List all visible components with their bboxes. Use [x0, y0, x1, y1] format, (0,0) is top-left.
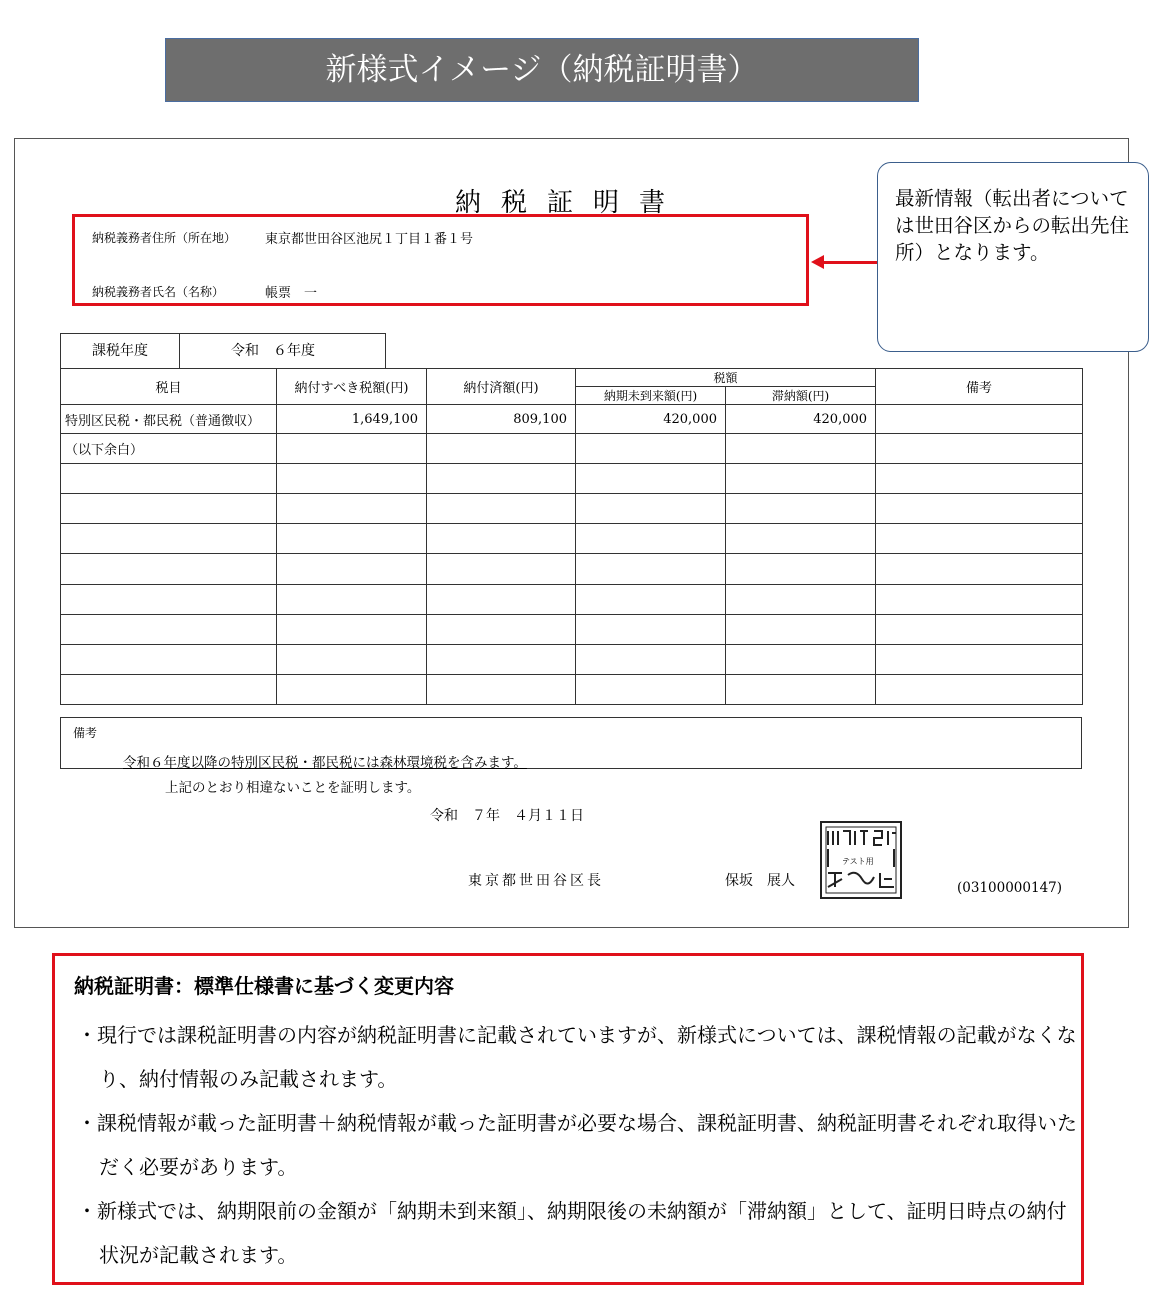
row-delinquent — [726, 434, 876, 464]
mayor-title: 東京都世田谷区長 — [468, 873, 604, 889]
document-title: 納税証明書 — [455, 188, 686, 218]
signer-name: 保坂 展人 — [725, 873, 795, 889]
official-seal — [820, 821, 902, 899]
tax-year-box — [60, 333, 386, 369]
tax-year-label: 課税年度 — [61, 334, 180, 368]
header-not-due: 納期未到来額(円) — [576, 387, 726, 405]
document-number: (03100000147) — [957, 880, 1063, 896]
table-row-empty — [61, 644, 1083, 674]
name-value: 帳票 一 — [265, 286, 318, 301]
table-row — [61, 405, 1083, 434]
table-row-empty — [61, 614, 1083, 644]
row-remarks — [876, 434, 1083, 464]
table-row-empty — [61, 674, 1083, 704]
page-banner: 新様式イメージ（納税証明書） — [165, 38, 919, 102]
row-payable: 1,649,100 — [277, 405, 427, 434]
name-label: 納税義務者氏名（名称） — [92, 285, 225, 299]
row-item: （以下余白） — [61, 434, 277, 464]
header-paid: 納付済額(円) — [427, 369, 576, 405]
header-item: 税目 — [61, 369, 277, 405]
table-row-empty — [61, 554, 1083, 584]
address-label: 納税義務者住所（所在地） — [92, 231, 237, 245]
remarks-text: 令和６年度以降の特別区民税・都民税には森林環境税を含みます。 — [123, 755, 527, 771]
issue-date: 令和 ７年 ４月１１日 — [430, 808, 584, 824]
row-paid — [427, 434, 576, 464]
remarks-box — [60, 717, 1082, 769]
header-remarks: 備考 — [876, 369, 1083, 405]
table-row-empty — [61, 524, 1083, 554]
summary-item: ・課税情報が載った証明書＋納税情報が載った証明書が必要な場合、課税証明書、納税証明書それぞれ取得いただく必要があります。 — [77, 1111, 1077, 1179]
summary-item: ・新様式では、納期限前の金額が「納期未到来額」、納期限後の未納額が「滞納額」として、証明日時点の納付状況が記載されます。 — [77, 1199, 1067, 1267]
row-not-due: 420,000 — [576, 405, 726, 434]
tax-year-value: 令和 ６年度 — [231, 343, 315, 359]
header-delinquent: 滞納額(円) — [726, 387, 876, 405]
seal-label: テスト用 — [842, 857, 874, 866]
header-tax-amount: 税額 — [576, 369, 876, 387]
summary-list — [77, 1013, 1077, 1277]
tax-table — [60, 368, 1083, 705]
callout-note: 最新情報（転出者については世田谷区からの転出先住所）となります。 — [877, 162, 1149, 352]
row-remarks — [876, 405, 1083, 434]
table-row-empty — [61, 584, 1083, 614]
row-item: 特別区民税・都民税（普通徴収） — [61, 405, 277, 434]
row-not-due — [576, 434, 726, 464]
arrow-left-icon — [811, 255, 824, 269]
certify-statement: 上記のとおり相違ないことを証明します。 — [165, 780, 421, 796]
row-paid: 809,100 — [427, 405, 576, 434]
table-row-empty — [61, 464, 1083, 494]
remarks-label: 備考 — [73, 726, 98, 740]
row-payable — [277, 434, 427, 464]
header-payable: 納付すべき税額(円) — [277, 369, 427, 405]
row-delinquent: 420,000 — [726, 405, 876, 434]
change-summary-box — [52, 953, 1084, 1285]
address-value: 東京都世田谷区池尻１丁目１番１号 — [265, 232, 474, 247]
summary-item: ・現行では課税証明書の内容が納税証明書に記載されていますが、新様式については、課税情報の記載がなくなり、納付情報のみ記載されます。 — [77, 1023, 1077, 1091]
table-row-empty — [61, 494, 1083, 524]
callout-arrow-line — [823, 261, 878, 264]
table-row — [61, 434, 1083, 464]
summary-title: 納税証明書：標準仕様書に基づく変更内容 — [74, 974, 454, 998]
